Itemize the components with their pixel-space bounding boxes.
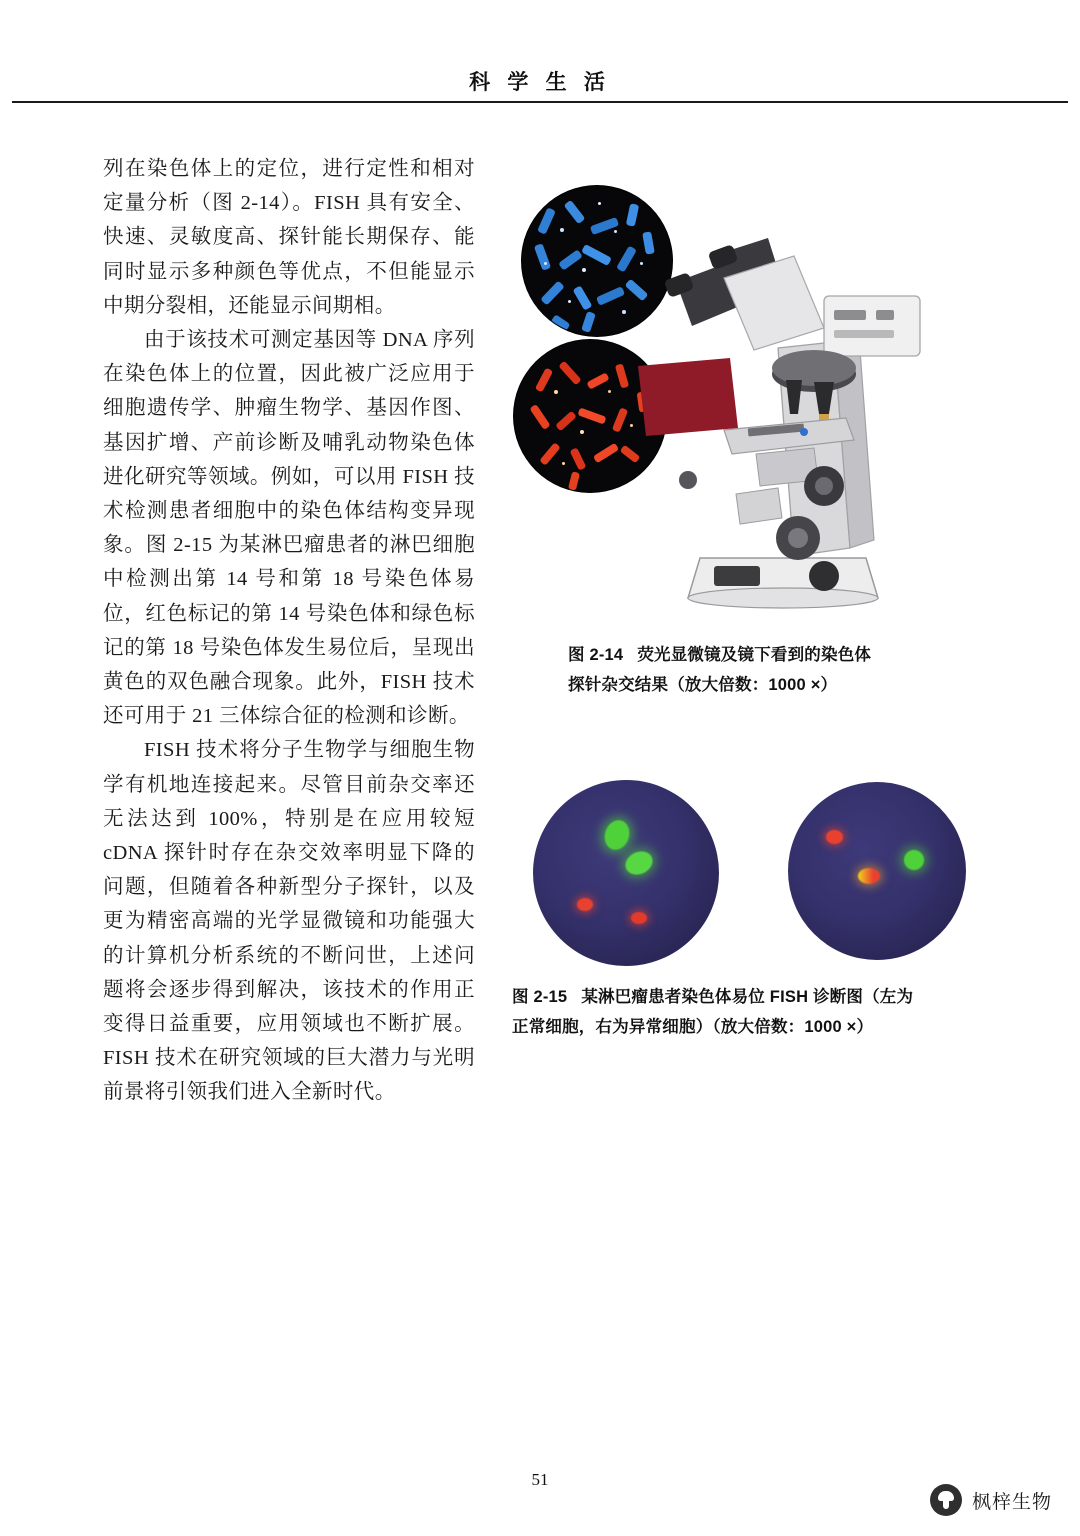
figure-2-14-caption (568, 640, 988, 700)
figure-2-15-image (508, 778, 948, 968)
cell-normal (533, 780, 719, 966)
figure-2-14-image (508, 168, 948, 618)
figure-2-15-caption (512, 982, 972, 1042)
fluorescence-microscope-illustration (628, 218, 948, 628)
figure-2-14-caption-line1: 荧光显微镜及镜下看到的染色体 (637, 646, 872, 664)
figure-2-15-caption-line1: 某淋巴瘤患者染色体易位 FISH 诊断图（左为 (581, 988, 914, 1006)
figure-2-14-caption-line2: 探针杂交结果（放大倍数：1000 ×） (568, 676, 838, 694)
wechat-logo-icon (930, 1484, 962, 1516)
cell-abnormal (788, 782, 966, 960)
page-header-title: 科 学 生 活 (469, 70, 611, 94)
paragraph-1: 列在染色体上的定位，进行定性和相对定量分析（图 2-14）。FISH 具有安全、快速、灵敏度高、探针能长期保存、能同时显示多种颜色等优点，不但能显示中期分裂相，还能显示间期相。 (103, 158, 475, 317)
figure-2-14-label: 图 2-14 (568, 646, 624, 664)
figure-2-15-caption-line2: 正常细胞，右为异常细胞）（放大倍数：1000 ×） (512, 1018, 874, 1036)
figure-2-15-label: 图 2-15 (512, 988, 568, 1006)
watermark-label: 枫梓生物 (971, 1491, 1052, 1513)
watermark (930, 1484, 1052, 1516)
paragraph-2: 由于该技术可测定基因等 DNA 序列在染色体上的位置，因此被广泛应用于细胞遗传学、肿瘤生物学、基因作图、基因扩增、产前诊断及哺乳动物染色体进化研究等领域。例如，可以用 FISH 技术检测患者细胞中的染色体结构变异现象。图 2-15 为某淋巴瘤患者的淋巴细胞中检测出第 14 号和第 18 号染色体易位，红色标记的第 14 号染色体和绿色标记的第 18 号染色体发生易位后，呈现出黄色的双色融合现象。此外，FISH 技术还可用于 21 三体综合征的检测和诊断。 (103, 329, 475, 728)
page-number: 51 (531, 1470, 549, 1489)
header-divider (12, 101, 1068, 103)
paragraph-3: FISH 技术将分子生物学与细胞生物学有机地连接起来。尽管目前杂交率还无法达到 100%，特别是在应用较短 cDNA 探针时存在杂交效率明显下降的问题，但随着各种新型分子探针，以及更为精密高端的光学显微镜和功能强大的计算机分析系统的不断问世，上述问题将会逐步得到解决，该技术的作用正变得日益重要，应用领域也不断扩展。FISH 技术在研究领域的巨大潜力与光明前景将引领我们进入全新时代。 (103, 739, 475, 1104)
text-column (103, 152, 475, 1110)
